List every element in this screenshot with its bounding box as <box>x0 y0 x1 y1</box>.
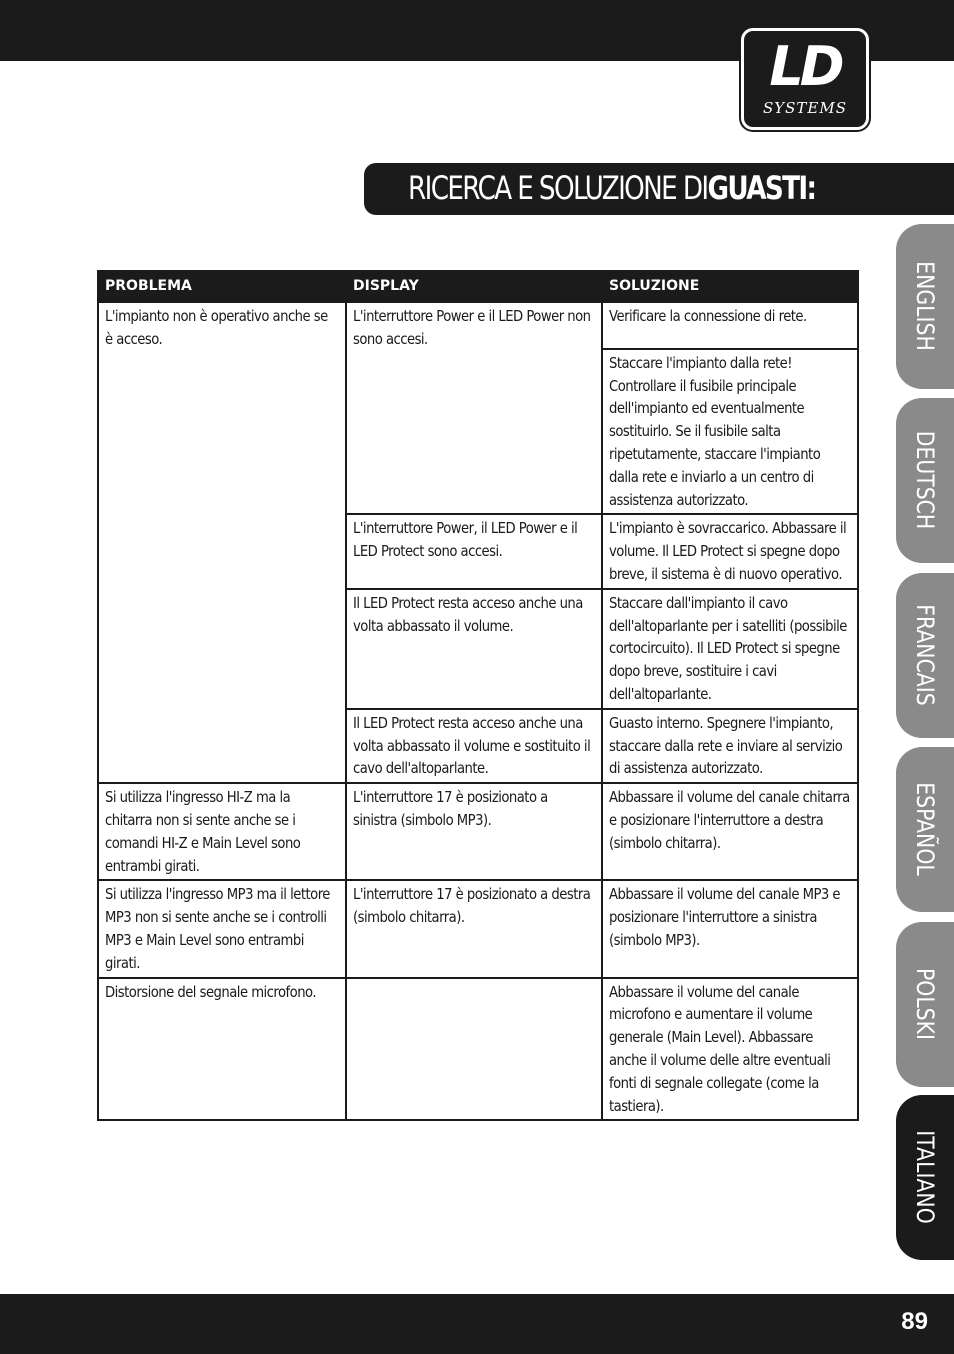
tab-francais[interactable] <box>896 573 954 738</box>
display-cell <box>346 302 602 515</box>
troubleshooting-table <box>97 270 859 1121</box>
cell-text: L'interruttore 17 è posizionato a sinistra (simbolo MP3). <box>353 788 548 829</box>
logo-sub-text: SYSTEMS <box>762 99 848 117</box>
problem-cell <box>98 302 346 783</box>
page-title <box>408 169 815 207</box>
cell-text: L'interruttore Power e il LED Power non sono accesi. <box>353 306 591 348</box>
problem-cell <box>98 978 346 1121</box>
cell-text: Distorsione del segnale microfono. <box>105 982 317 1001</box>
solution-cell <box>602 978 858 1121</box>
header-display: DISPLAY <box>346 271 602 302</box>
cell-text: Si utilizza l'ingresso HI-Z ma la chitarra non si sente anche se i comandi HI-Z e Main Level sono entrambi girati. <box>105 788 301 875</box>
tab-english[interactable] <box>896 224 954 389</box>
display-cell <box>346 978 602 1121</box>
display-cell <box>346 783 602 880</box>
tab-label: ITALIANO <box>911 1130 939 1224</box>
tab-label: ESPAÑOL <box>911 782 939 876</box>
tab-polski[interactable] <box>896 922 954 1087</box>
cell-text: Guasto interno. Spegnere l'impianto, staccare dalla rete e inviare al servizio di assistenza autorizzato. <box>609 713 843 778</box>
tab-deutsch[interactable] <box>896 398 954 563</box>
tab-label: POLSKI <box>911 967 939 1041</box>
table-row <box>98 783 858 880</box>
solution-cell <box>602 783 858 880</box>
solution-cell <box>602 514 858 588</box>
cell-text: Staccare l'impianto dalla rete! Controllare il fusibile principale dell'impianto ed eventualmente sostituirlo. Se il fusibile salta ripetutamente, staccare l'impianto dalla rete e inviarlo a un centro di assistenza autorizzato. <box>609 353 821 509</box>
table-row <box>98 880 858 977</box>
solution-cell <box>602 349 858 515</box>
cell-text: L'impianto è sovraccarico. Abbassare il volume. Il LED Protect si spegne dopo breve, il sistema è di nuovo operativo. <box>609 519 847 583</box>
cell-text: L'interruttore Power, il LED Power e il LED Protect sono accesi. <box>353 519 578 561</box>
tab-label: DEUTSCH <box>911 430 939 530</box>
title-bar <box>364 163 954 215</box>
cell-text: Abbassare il volume del canale chitarra e posizionare l'interruttore a destra (simbolo chitarra). <box>609 788 850 852</box>
display-cell <box>346 589 602 709</box>
table-header-row <box>98 271 858 302</box>
solution-cell <box>602 302 858 349</box>
logo-main-text: LD <box>769 35 841 98</box>
ld-systems-logo <box>741 28 869 130</box>
cell-text: Si utilizza l'ingresso MP3 ma il lettore MP3 non si sente anche se i controlli MP3 e Main Level sono entrambi girati. <box>105 885 330 972</box>
cell-text: Il LED Protect resta acceso anche una volta abbassato il volume. <box>353 593 583 635</box>
cell-text: Staccare dall'impianto il cavo dell'altoparlante per i satelliti (possibile cortocircuito). Il LED Protect si spegne dopo breve, sostituire i cavi dell'altoparlante. <box>609 593 847 703</box>
tab-espanol[interactable] <box>896 747 954 912</box>
tab-italiano[interactable] <box>896 1095 954 1260</box>
header-problema: PROBLEMA <box>98 271 346 302</box>
page-title-bold: GUASTI: <box>707 169 816 207</box>
table-row <box>98 978 858 1121</box>
solution-cell <box>602 709 858 783</box>
display-cell <box>346 880 602 977</box>
cell-text: Abbassare il volume del canale microfono e aumentare il volume generale (Main Level). Abbassare anche il volume delle altre eventuali fonti di segnale collegate (come la tastiera). <box>609 982 831 1115</box>
tab-label: FRANCAIS <box>911 604 939 706</box>
solution-cell <box>602 880 858 977</box>
table-row <box>98 302 858 349</box>
cell-text: Abbassare il volume del canale MP3 e posizionare l'interruttore a sinistra (simbolo MP3). <box>609 885 841 949</box>
display-cell <box>346 514 602 588</box>
header-soluzione: SOLUZIONE <box>602 271 858 302</box>
problem-cell <box>98 783 346 880</box>
problem-cell <box>98 880 346 977</box>
cell-text: Verificare la connessione di rete. <box>609 306 807 325</box>
solution-cell <box>602 589 858 709</box>
bottom-bar <box>0 1294 954 1354</box>
tab-label: ENGLISH <box>911 261 939 351</box>
cell-text: L'impianto non è operativo anche se è acceso. <box>105 306 328 348</box>
page-number: 89 <box>901 1308 928 1335</box>
cell-text: L'interruttore 17 è posizionato a destra (simbolo chitarra). <box>353 885 591 927</box>
cell-text: Il LED Protect resta acceso anche una volta abbassato il volume e sostituito il cavo dell'altoparlante. <box>353 713 591 778</box>
page-title-light: RICERCA E SOLUZIONE DI <box>408 169 708 207</box>
display-cell <box>346 709 602 783</box>
